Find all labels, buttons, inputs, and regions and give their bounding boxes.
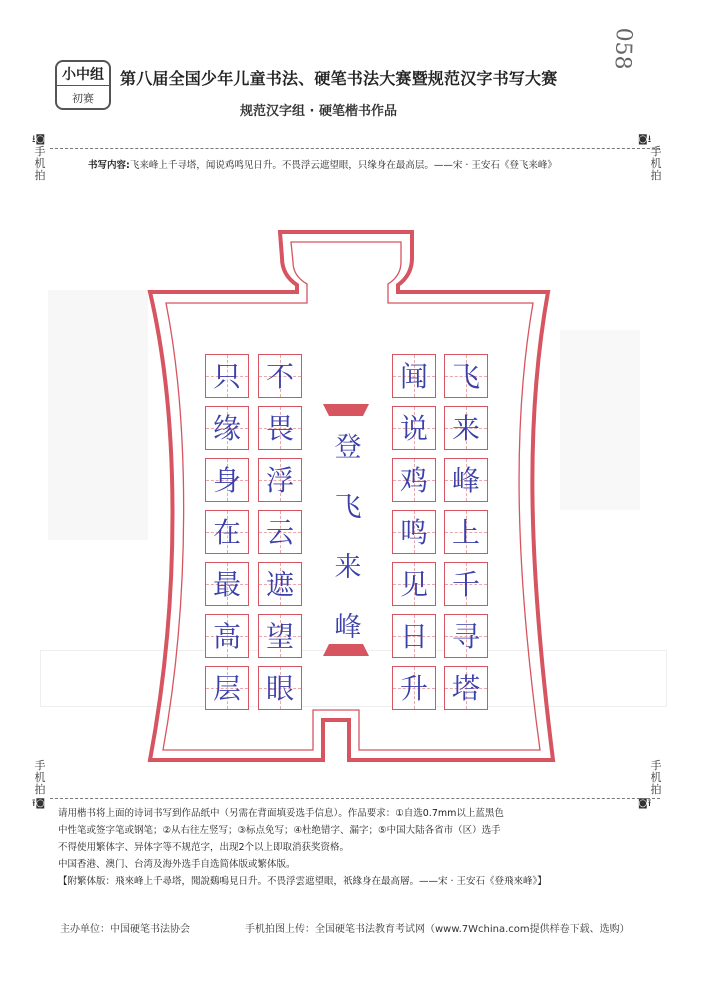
writing-content-label: 书写内容:: [88, 160, 130, 171]
instruction-line: 请用楷书将上面的诗词书写到作品纸中（另需在背面填妥选手信息）。作品要求：①自选0.7mm以上蓝黑色: [58, 808, 504, 819]
grid-cell: 峰: [444, 458, 488, 502]
grid-cell: 飞: [444, 354, 488, 398]
grid-cell: 浮: [258, 458, 302, 502]
camera-icon-bottom-right: ◙⭱: [638, 798, 652, 809]
writing-content-text: 飞来峰上千寻塔，闻说鸡鸣见日升。不畏浮云遮望眼，只缘身在最高层。——宋 · 王安石《登飞来峰》: [129, 160, 557, 171]
instruction-line: 【附繁体版：飛來峰上千尋塔，聞說鷄鳴見日升。不畏浮雲遮望眼，祇緣身在最高層。——宋 · 王安石《登飛來峰》】: [58, 876, 547, 887]
camera-icon-bottom-left: ⭱◙: [32, 798, 46, 809]
organizer: 主办单位：中国硬笔书法协会: [60, 924, 190, 935]
grid-cell: 望: [258, 614, 302, 658]
round-label: 初赛: [72, 92, 94, 105]
competition-subtitle: 规范汉字组 · 硬笔楷书作品: [240, 104, 397, 119]
title-top-bracket: [323, 402, 369, 418]
grid-cell: 闻: [392, 354, 436, 398]
grid-cell: 层: [205, 666, 249, 710]
grid-cell: 说: [392, 406, 436, 450]
grid-cell: 眼: [258, 666, 302, 710]
title-char: 峰: [334, 612, 362, 643]
grid-cell: 高: [205, 614, 249, 658]
grid-cell: 畏: [258, 406, 302, 450]
grid-cell: 不: [258, 354, 302, 398]
grid-cell: 日: [392, 614, 436, 658]
title-char: 飞: [334, 492, 362, 523]
grid-cell: 遮: [258, 562, 302, 606]
grid-cell: 塔: [444, 666, 488, 710]
camera-icon-top-left: ⭳◙: [32, 134, 46, 145]
grid-cell: 来: [444, 406, 488, 450]
page-number: 058: [609, 27, 636, 70]
grid-cell: 最: [205, 562, 249, 606]
grid-cell: 见: [392, 562, 436, 606]
grid-cell: 寻: [444, 614, 488, 658]
instructions: [58, 805, 658, 890]
instruction-line: 不得使用繁体字、异体字等不规范字，出现2个以上即取消获奖资格。: [58, 842, 350, 853]
grid-cell: 身: [205, 458, 249, 502]
instruction-line: 中国香港、澳门、台湾及海外选手自选简体版或繁体版。: [58, 859, 296, 870]
grid-cell: 鸡: [392, 458, 436, 502]
grid-cell: 云: [258, 510, 302, 554]
grid-cell: 升: [392, 666, 436, 710]
instruction-line: 中性笔或签字笔或钢笔；②从右往左竖写；③标点免写；④杜绝错字、漏字；⑤中国大陆各省市（区）选手: [58, 825, 501, 836]
title-char: 来: [334, 552, 362, 583]
side-label-top-right: 手 机 拍: [650, 145, 662, 182]
title-bottom-bracket: [323, 642, 369, 658]
grid-cell: 上: [444, 510, 488, 554]
group-label: 小中组: [62, 67, 104, 83]
upload-info: 手机拍图上传：全国硬笔书法教育考试网（www.7Wchina.com提供样卷下载、选购）: [245, 924, 630, 935]
grid-cell: 在: [205, 510, 249, 554]
grid-cell: 千: [444, 562, 488, 606]
grid-cell: 只: [205, 354, 249, 398]
grid-cell: 缘: [205, 406, 249, 450]
side-label-bottom-left: 手 机 拍: [34, 759, 46, 796]
title-char: 登: [334, 432, 362, 463]
competition-title: 第八届全国少年儿童书法、硬笔书法大赛暨规范汉字书写大赛: [120, 69, 558, 88]
side-label-top-left: 手 机 拍: [34, 145, 46, 182]
side-label-bottom-right: 手 机 拍: [650, 759, 662, 796]
camera-icon-top-right: ◙⭳: [638, 134, 652, 145]
grid-cell: 鸣: [392, 510, 436, 554]
